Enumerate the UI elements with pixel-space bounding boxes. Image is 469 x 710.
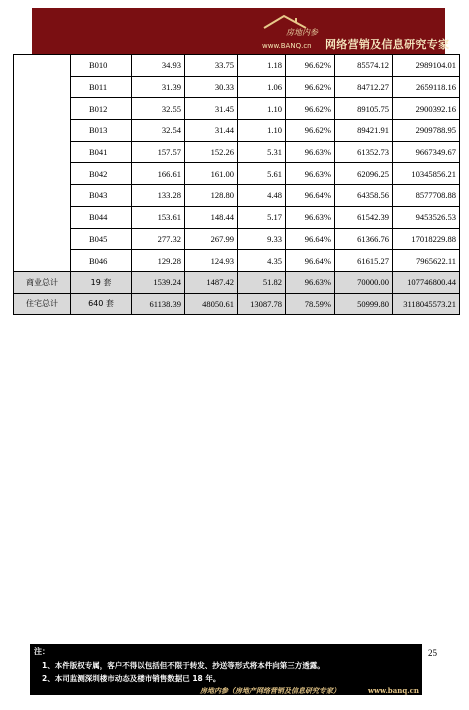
unit-code-cell: B013	[71, 120, 132, 142]
value-cell: 96.63%	[286, 163, 335, 185]
footer-brand: 房地内参（房地产网络营销及信息研究专家）	[200, 686, 340, 695]
total-value-cell: 48050.61	[185, 293, 238, 315]
value-cell: 267.99	[185, 228, 238, 250]
value-cell: 124.93	[185, 250, 238, 272]
table-row	[14, 98, 460, 120]
value-cell: 1.18	[238, 55, 286, 77]
value-cell: 2989104.01	[393, 55, 460, 77]
page-number: 25	[428, 648, 437, 658]
table-row	[14, 76, 460, 98]
value-cell: 7965622.11	[393, 250, 460, 272]
total-label-cell: 商业总计	[14, 271, 71, 293]
total-label-cell: 住宅总计	[14, 293, 71, 315]
footer-note-1: 1、本件版权专属，客户不得以包括但不限于转发、抄送等形式将本件向第三方透露。	[42, 661, 325, 670]
value-cell: 1.06	[238, 76, 286, 98]
footer-note-title: 注：	[34, 647, 50, 656]
value-cell: 61366.76	[335, 228, 393, 250]
value-cell: 2909788.95	[393, 120, 460, 142]
total-value-cell: 78.59%	[286, 293, 335, 315]
value-cell: 9453526.53	[393, 206, 460, 228]
table-row	[14, 250, 460, 272]
value-cell: 128.80	[185, 185, 238, 207]
table-row	[14, 163, 460, 185]
value-cell: 96.62%	[286, 120, 335, 142]
total-row	[14, 293, 460, 315]
value-cell: 2900392.16	[393, 98, 460, 120]
table-row	[14, 55, 460, 77]
total-units-cell: 640 套	[71, 293, 132, 315]
unit-code-cell: B046	[71, 250, 132, 272]
value-cell: 61542.39	[335, 206, 393, 228]
value-cell: 96.64%	[286, 228, 335, 250]
total-value-cell: 50999.80	[335, 293, 393, 315]
total-value-cell: 61138.39	[132, 293, 185, 315]
table-row	[14, 141, 460, 163]
value-cell: 96.62%	[286, 76, 335, 98]
value-cell: 64358.56	[335, 185, 393, 207]
table-row	[14, 228, 460, 250]
table-row	[14, 206, 460, 228]
value-cell: 31.44	[185, 120, 238, 142]
value-cell: 61352.73	[335, 141, 393, 163]
value-cell: 4.48	[238, 185, 286, 207]
value-cell: 1.10	[238, 98, 286, 120]
value-cell: 153.61	[132, 206, 185, 228]
unit-code-cell: B044	[71, 206, 132, 228]
unit-code-cell: B010	[71, 55, 132, 77]
value-cell: 4.35	[238, 250, 286, 272]
total-value-cell: 107746800.44	[393, 271, 460, 293]
value-cell: 9667349.67	[393, 141, 460, 163]
header-logo-text: 房地内参	[286, 28, 318, 37]
header-url: www.BANQ.cn	[262, 42, 312, 50]
value-cell: 166.61	[132, 163, 185, 185]
value-cell: 32.54	[132, 120, 185, 142]
value-cell: 5.61	[238, 163, 286, 185]
total-units-cell: 19 套	[71, 271, 132, 293]
total-value-cell: 51.82	[238, 271, 286, 293]
value-cell: 9.33	[238, 228, 286, 250]
value-cell: 84712.27	[335, 76, 393, 98]
value-cell: 30.33	[185, 76, 238, 98]
value-cell: 129.28	[132, 250, 185, 272]
value-cell: 96.62%	[286, 55, 335, 77]
value-cell: 32.55	[132, 98, 185, 120]
total-row	[14, 271, 460, 293]
unit-code-cell: B042	[71, 163, 132, 185]
value-cell: 61615.27	[335, 250, 393, 272]
value-cell: 31.39	[132, 76, 185, 98]
value-cell: 33.75	[185, 55, 238, 77]
value-cell: 89105.75	[335, 98, 393, 120]
total-value-cell: 13087.78	[238, 293, 286, 315]
value-cell: 17018229.88	[393, 228, 460, 250]
unit-code-cell: B011	[71, 76, 132, 98]
total-value-cell: 3118045573.21	[393, 293, 460, 315]
total-value-cell: 1487.42	[185, 271, 238, 293]
unit-code-cell: B041	[71, 141, 132, 163]
value-cell: 96.62%	[286, 98, 335, 120]
value-cell: 1.10	[238, 120, 286, 142]
value-cell: 10345856.21	[393, 163, 460, 185]
value-cell: 62096.25	[335, 163, 393, 185]
value-cell: 152.26	[185, 141, 238, 163]
unit-code-cell: B012	[71, 98, 132, 120]
unit-code-cell: B045	[71, 228, 132, 250]
value-cell: 96.63%	[286, 206, 335, 228]
total-value-cell: 1539.24	[132, 271, 185, 293]
table-body	[14, 55, 460, 315]
value-cell: 96.64%	[286, 185, 335, 207]
footer-note-2: 2、本司监测深圳楼市动态及楼市销售数据已 18 年。	[42, 674, 221, 683]
value-cell: 133.28	[132, 185, 185, 207]
group-cell	[14, 55, 71, 272]
total-value-cell: 70000.00	[335, 271, 393, 293]
value-cell: 89421.91	[335, 120, 393, 142]
value-cell: 8577708.88	[393, 185, 460, 207]
value-cell: 85574.12	[335, 55, 393, 77]
table-row	[14, 120, 460, 142]
value-cell: 161.00	[185, 163, 238, 185]
unit-code-cell: B043	[71, 185, 132, 207]
value-cell: 5.17	[238, 206, 286, 228]
value-cell: 96.64%	[286, 250, 335, 272]
value-cell: 2659118.16	[393, 76, 460, 98]
sales-data-table	[13, 54, 460, 315]
value-cell: 31.45	[185, 98, 238, 120]
total-value-cell: 96.63%	[286, 271, 335, 293]
table-row	[14, 185, 460, 207]
header-title: 网络营销及信息研究专家	[325, 38, 450, 51]
value-cell: 148.44	[185, 206, 238, 228]
value-cell: 277.32	[132, 228, 185, 250]
footer-url: www.banq.cn	[368, 686, 420, 695]
value-cell: 5.31	[238, 141, 286, 163]
value-cell: 157.57	[132, 141, 185, 163]
value-cell: 96.63%	[286, 141, 335, 163]
value-cell: 34.93	[132, 55, 185, 77]
